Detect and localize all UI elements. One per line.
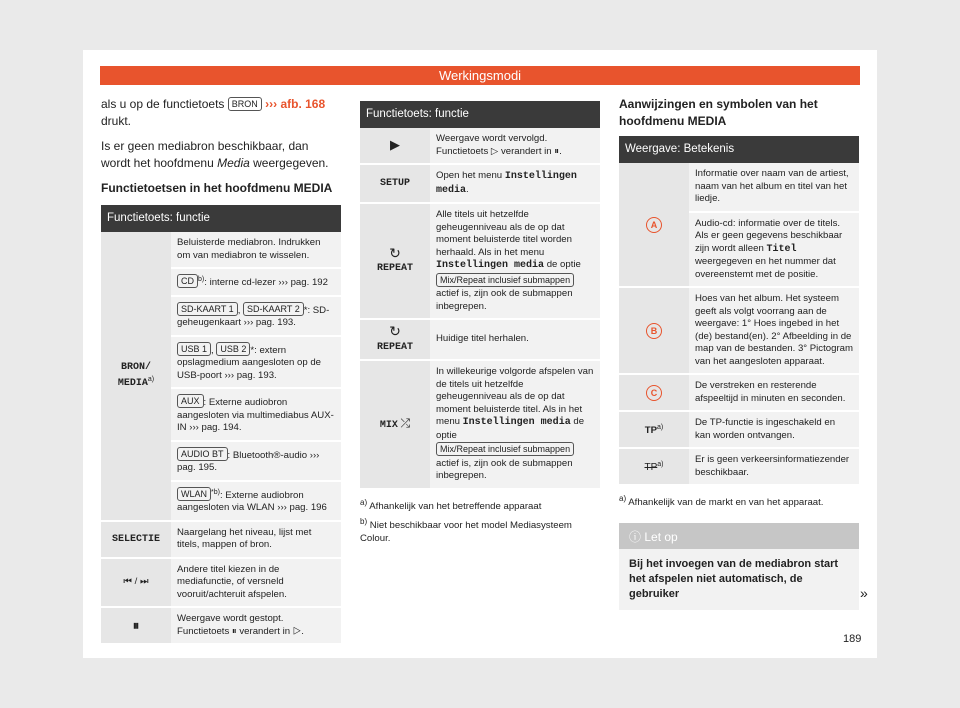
table-cell: In willekeurige volgorde afspelen van de titels uit hetzelfde geheugenniveau als de op dat moment beluisterde titel. Als in het menu Instellingen media de optie Mix/Repeat inclusief submappen actief is, zijn ook de submappen inbegrepen. [430, 360, 600, 489]
table-header: Functietoets: functie [101, 205, 341, 232]
intro-paragraph: als u op de functietoets BRON ››› afb. 168 drukt. [101, 97, 326, 128]
page-number: 189 [843, 633, 862, 645]
table-key: ↻ REPEAT [360, 319, 430, 360]
play-icon: ▶ [360, 128, 430, 164]
table-cell: Hoes van het album. Het systeem geeft als volgt voorrang aan de weergave: 1° Hoes ingebed in het (de) bestand(en). 2° Afbeelding in de map van de bestanden. 3° Pictogram van het aangesloten apparaat. [689, 287, 859, 374]
display-meaning-table [619, 136, 859, 486]
section-header: Werkingsmodi [100, 66, 860, 85]
table-cell: WLAN $^{*b)}$: Externe audiobron aangesloten via WLAN ››› pag. 196 [171, 481, 341, 521]
table-cell: CD $^{b)}$: interne cd-lezer ››› pag. 192 [171, 268, 341, 296]
table-cell: Informatie over naam van de artiest, naam van het album en titel van het liedje. [689, 163, 859, 212]
column-2 [360, 101, 600, 545]
table-cell: Huidige titel herhalen. [430, 319, 600, 360]
table-cell: Alle titels uit hetzelfde geheugenniveau als de op dat moment beluisterde titel worden herhaald. Als in het menu Instellingen media de optie Mix/Repeat inclusief submappen actief is, zijn ook de submappen inbegrepen. [430, 203, 600, 319]
no-source-paragraph: Is er geen mediabron beschikbaar, dan wordt het hoofdmenu Media weergegeven. [101, 139, 329, 170]
no-tp-icon: TP$^{a)}$ [619, 448, 689, 485]
table-cell: Beluisterde mediabron. Indrukken om van mediabron te wisselen. [171, 232, 341, 268]
marker-a-icon: A [619, 163, 689, 287]
caution-note [619, 523, 859, 610]
section-title: Functietoetsen in het hoofdmenu MEDIA [101, 181, 333, 195]
info-icon: ⓘ [629, 530, 642, 545]
section-title: Aanwijzingen en symbolen van het hoofdmenu MEDIA [619, 97, 818, 128]
note-header: ⓘ Let op [619, 523, 859, 549]
column-3 [619, 96, 859, 610]
table-cell: USB 1 , USB 2 *: extern opslagmedium aangesloten op de USB-poort ››› pag. 193. [171, 336, 341, 389]
table-cell: Audio-cd: informatie over de titels. Als er geen gegevens beschikbaar zijn wordt alleen Titel weergegeven en het nummer dat overeenstemt met de positie. [689, 212, 859, 288]
note-body: Bij het invoegen van de mediabron start het afspelen niet automatisch, de gebruiker [629, 558, 839, 601]
repeat-one-icon: ↻ [389, 323, 401, 339]
repeat-icon: ↻ [389, 244, 401, 261]
table-key: MIX ⤮ [360, 360, 430, 489]
table-cell: Andere titel kiezen in de mediafunctie, of versneld vooruit/achteruit afspelen. [171, 558, 341, 608]
table-cell: Er is geen verkeersinformatiezender beschikbaar. [689, 448, 859, 485]
bron-key: BRON [228, 97, 262, 111]
table-cell: Weergave wordt vervolgd. Functietoets ▷ verandert in ⏸. [430, 128, 600, 164]
figure-link[interactable]: ››› afb. 168 [265, 97, 326, 111]
table-cell: AUDIO BT : Bluetooth®-audio ››› pag. 195. [171, 441, 341, 481]
table-key: ↻ REPEAT [360, 203, 430, 319]
table-key: SELECTIE [101, 521, 171, 558]
table-cell: SD-KAART 1 , SD-KAART 2 *: SD-geheugenkaart ››› pag. 193. [171, 296, 341, 336]
function-keys-table-continued [360, 101, 600, 490]
pause-icon: ⏸ [101, 607, 171, 644]
skip-icon: ⏮ / ⏭ [101, 558, 171, 608]
marker-c-icon: C [619, 374, 689, 411]
table-cell: AUX : Externe audiobron aangesloten via multimediabus AUX-IN ››› pag. 194. [171, 388, 341, 441]
table-key: SETUP [360, 164, 430, 203]
footnote-a: $^{a)}$ Afhankelijk van het betreffende apparaat [360, 497, 542, 512]
table-key: BRON/ MEDIA$^{a)}$ [101, 232, 171, 521]
footnote-a: $^{a)}$ Afhankelijk van de markt en van het apparaat. [619, 494, 824, 509]
table-cell: Open het menu Instellingen media. [430, 164, 600, 203]
table-header: Weergave: Betekenis [619, 136, 859, 163]
tp-icon: TP$^{a)}$ [619, 411, 689, 448]
shuffle-icon: ⤮ [400, 415, 411, 430]
continue-marker: » [860, 585, 868, 601]
footnote-b: $^{b)}$ Niet beschikbaar voor het model Mediasysteem Colour. [360, 516, 572, 544]
table-cell: Naargelang het niveau, lijst met titels, mappen of bron. [171, 521, 341, 558]
marker-b-icon: B [619, 287, 689, 374]
table-header: Functietoets: functie [360, 101, 600, 128]
table-cell: Weergave wordt gestopt. Functietoets ⏸ verandert in ▷. [171, 607, 341, 644]
table-cell: De verstreken en resterende afspeeltijd in minuten en seconden. [689, 374, 859, 411]
column-1 [101, 96, 341, 645]
table-cell: De TP-functie is ingeschakeld en kan worden ontvangen. [689, 411, 859, 448]
function-keys-table [101, 205, 341, 645]
